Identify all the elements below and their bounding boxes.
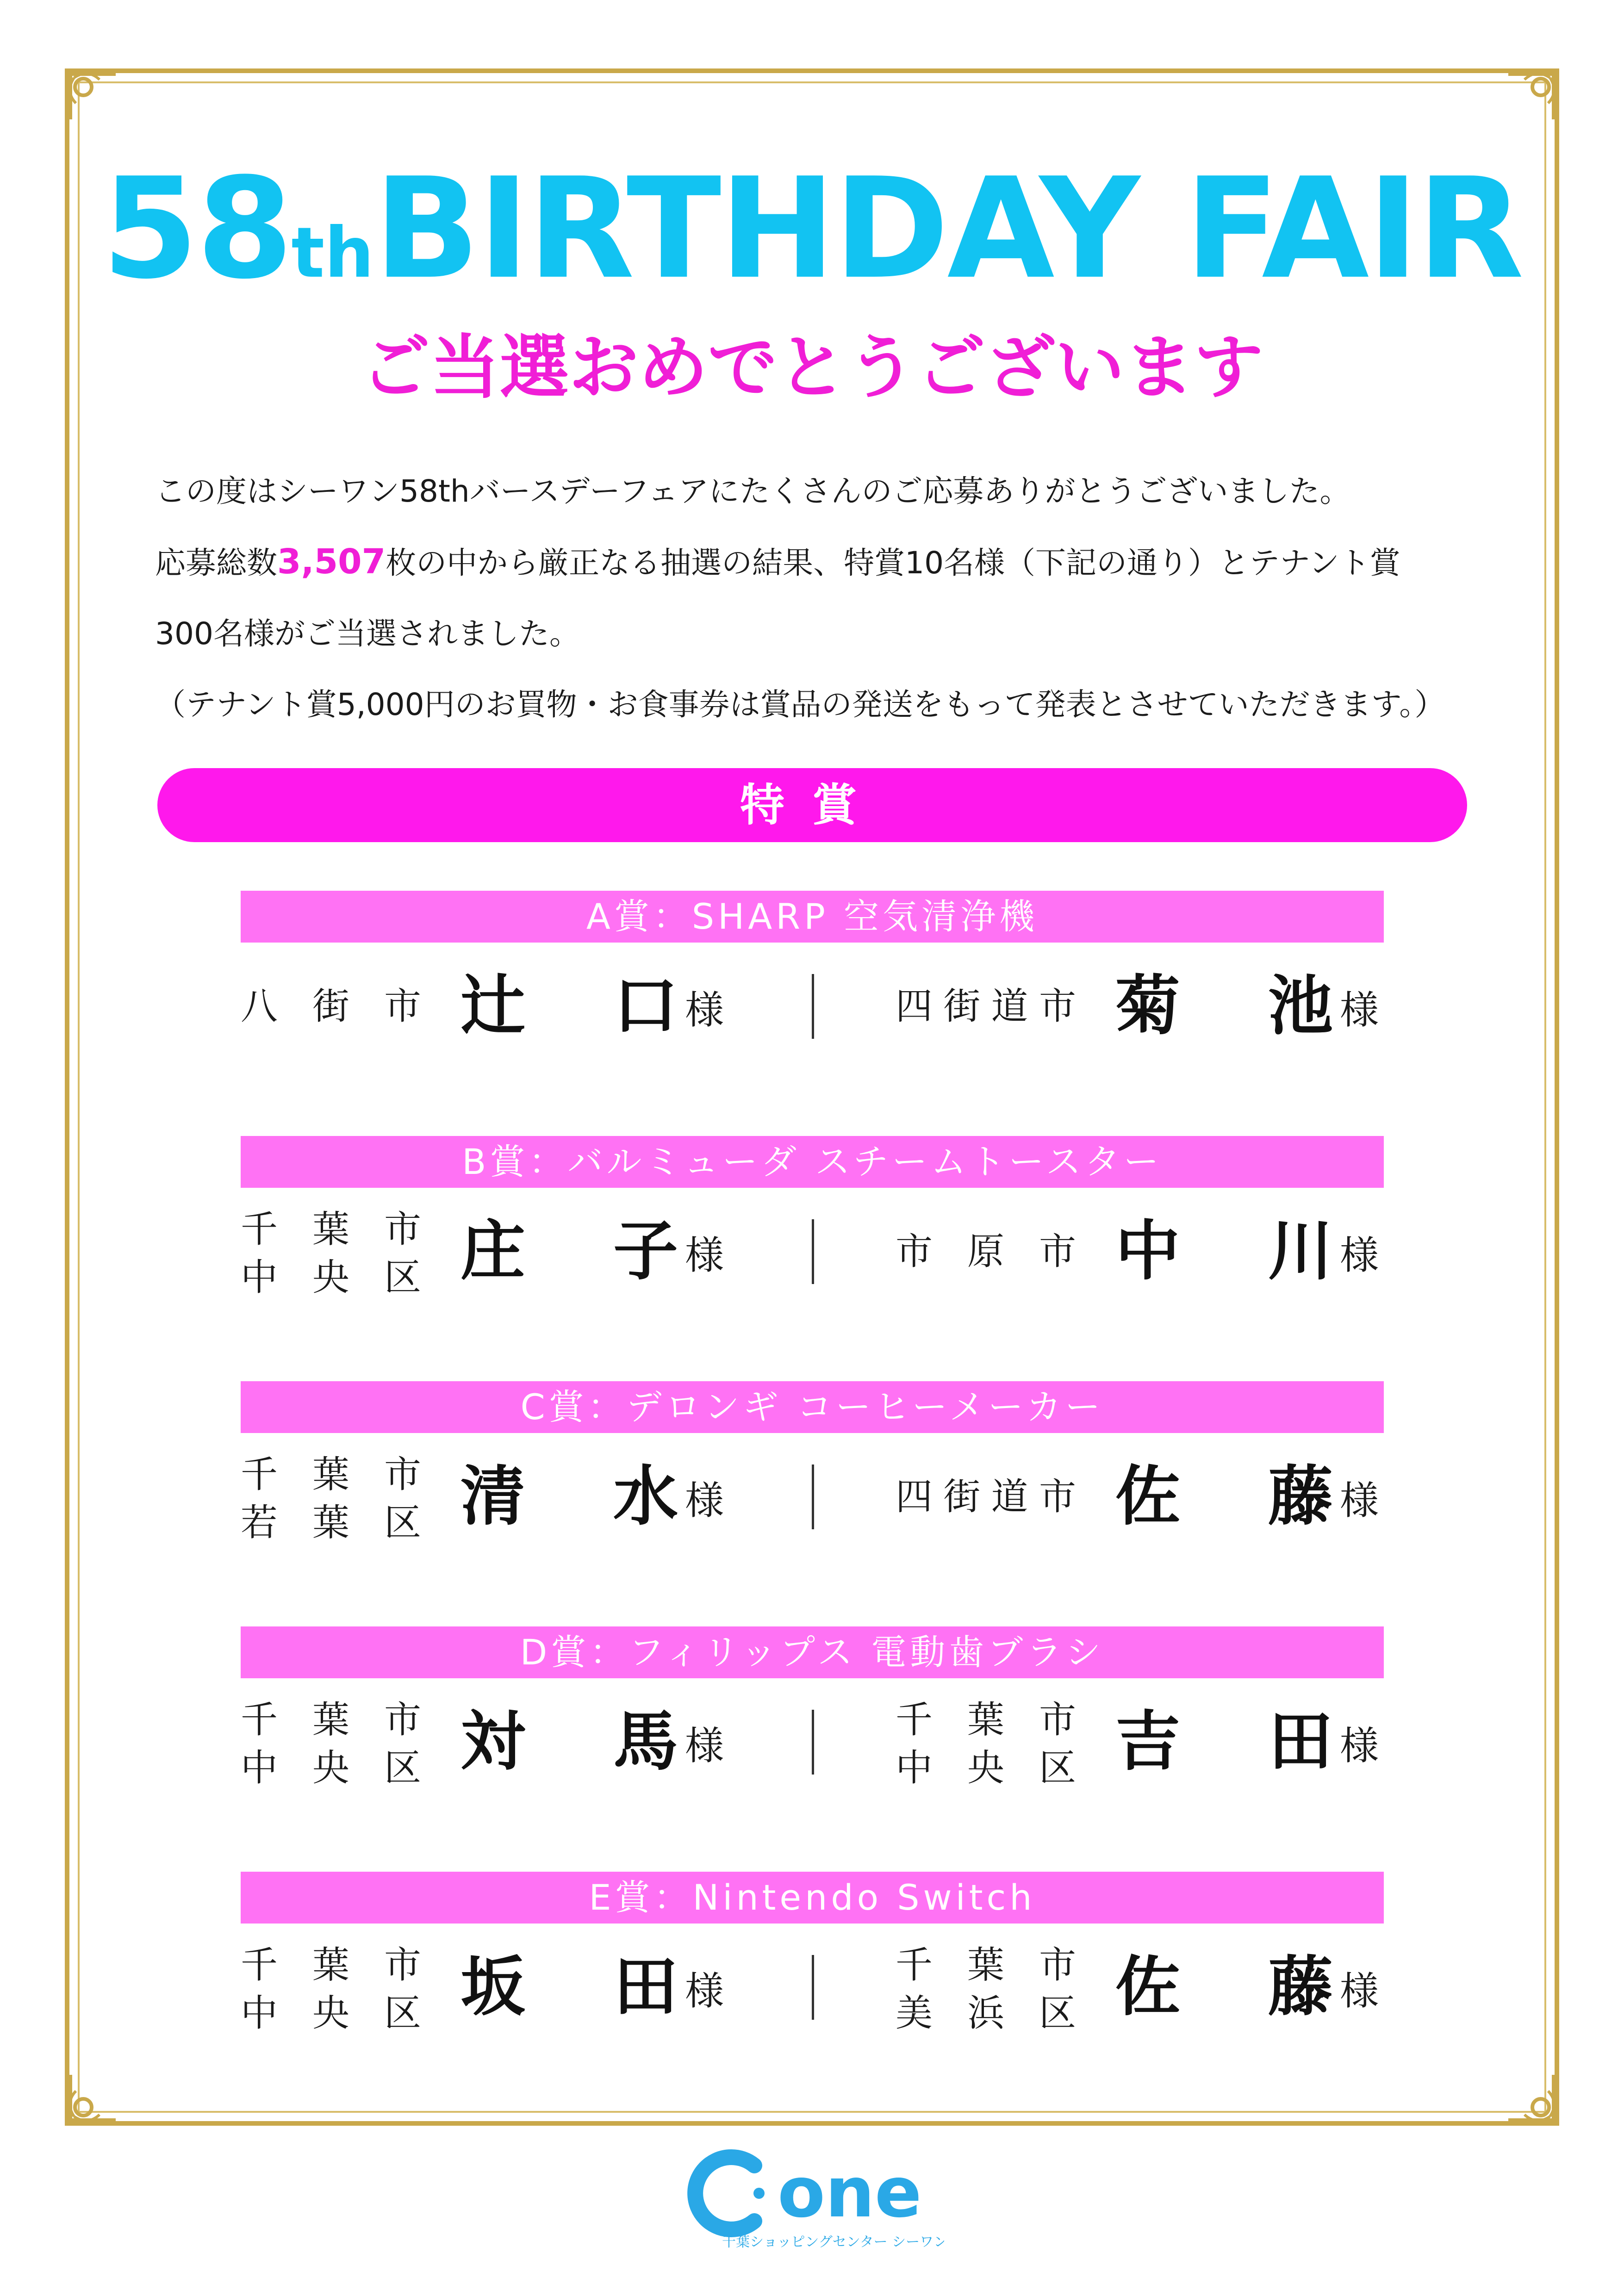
winner-divider	[812, 1710, 814, 1775]
winner-ward-name: 美浜区	[896, 1992, 1076, 2035]
honorific-sama: 様	[685, 1723, 724, 1769]
intro-text: 応募総数	[155, 545, 277, 581]
winner-city	[896, 1941, 1076, 2037]
intro-line: この度はシーワン58thバースデーフェアにたくさんのご応募ありがとうございました。	[155, 473, 1350, 509]
winner-city-name: 四街道市	[896, 985, 1076, 1028]
intro-line: 300名様がご当選されました。	[155, 616, 580, 652]
winner-city	[241, 1451, 421, 1547]
page-title	[0, 148, 1624, 329]
prize-heading: E賞：Nintendo Switch	[241, 1872, 1384, 1924]
congratulations-heading: ご当選おめでとうございます	[361, 328, 1263, 408]
winner-city	[896, 985, 1076, 1028]
winner-surname: 清水	[460, 1459, 678, 1534]
winner-row	[0, 1696, 1624, 1788]
honorific-sama: 様	[1340, 1478, 1379, 1523]
honorific-sama: 様	[1340, 1723, 1379, 1769]
winner-city-name: 千葉市	[241, 1943, 421, 1986]
winner-city	[896, 1696, 1076, 1792]
intro-line	[155, 527, 1497, 598]
winner-city	[241, 985, 421, 1028]
prize-heading: D賞：フィリップス 電動歯ブラシ	[241, 1626, 1384, 1678]
winner-city	[896, 1230, 1076, 1273]
prize-heading: C賞：デロンギ コーヒーメーカー	[241, 1381, 1384, 1433]
winner-ward-name: 中央区	[241, 1256, 421, 1299]
svg-text:one: one	[778, 2153, 922, 2233]
winner-surname: 佐藤	[1115, 1459, 1333, 1534]
title-suffix: th	[291, 213, 374, 293]
honorific-sama: 様	[685, 987, 724, 1033]
winner-city-name: 四街道市	[896, 1475, 1076, 1518]
winner-divider	[812, 1219, 814, 1284]
winner-surname: 坂田	[460, 1949, 678, 2025]
winner-surname: 庄子	[460, 1214, 678, 1289]
winner-row	[0, 1205, 1624, 1298]
winner-divider	[812, 1955, 814, 2020]
special-prize-banner: 特賞	[157, 768, 1467, 842]
c-one-logo	[685, 2147, 944, 2253]
winner-surname: 辻口	[460, 968, 678, 1044]
winner-row	[0, 1941, 1624, 2034]
winner-row	[0, 1451, 1624, 1543]
winner-city	[241, 1696, 421, 1792]
winner-surname: 対馬	[460, 1704, 678, 1780]
winner-ward-name: 若葉区	[241, 1501, 421, 1544]
frame-corner-ornament-icon	[56, 59, 125, 129]
winner-divider	[812, 1464, 814, 1529]
winner-ward-name: 中央区	[896, 1746, 1076, 1789]
winner-surname: 中川	[1115, 1214, 1333, 1289]
intro-text: 枚の中から厳正なる抽選の結果、特賞10名様（下記の通り）とテナント賞	[386, 545, 1400, 581]
winner-surname: 菊池	[1115, 968, 1333, 1044]
winner-city-name: 市原市	[896, 1230, 1076, 1273]
honorific-sama: 様	[685, 1968, 724, 2014]
frame-corner-ornament-icon	[1499, 59, 1568, 129]
frame-corner-ornament-icon	[1499, 2066, 1568, 2135]
prize-heading: A賞：SHARP 空気清浄機	[241, 891, 1384, 943]
entry-count: 3,507	[277, 542, 386, 582]
honorific-sama: 様	[1340, 1968, 1379, 2014]
winner-divider	[812, 974, 814, 1039]
frame-corner-ornament-icon	[56, 2066, 125, 2135]
winner-city-name: 千葉市	[241, 1698, 421, 1741]
winner-surname: 佐藤	[1115, 1949, 1333, 2025]
honorific-sama: 様	[685, 1478, 724, 1523]
winner-city-name: 千葉市	[896, 1943, 1076, 1986]
winner-surname: 吉田	[1115, 1704, 1333, 1780]
winner-city-name: 千葉市	[241, 1453, 421, 1496]
title-number: 58	[102, 148, 292, 310]
svg-text:千葉ショッピングセンター シーワン: 千葉ショッピングセンター シーワン	[722, 2234, 944, 2250]
winner-city	[241, 1205, 421, 1302]
prize-heading: B賞：バルミューダ スチームトースター	[241, 1136, 1384, 1188]
honorific-sama: 様	[685, 1233, 724, 1278]
winner-city-name: 千葉市	[241, 1208, 421, 1251]
winner-city	[241, 1941, 421, 2037]
winner-city	[896, 1475, 1076, 1518]
winner-city-name: 八街市	[241, 985, 421, 1028]
title-text: BIRTHDAY FAIR	[373, 148, 1522, 310]
intro-line: （テナント賞5,000円のお買物・お食事券は賞品の発送をもって発表とさせていただきます。）	[155, 687, 1445, 722]
winner-row	[0, 960, 1624, 1053]
honorific-sama: 様	[1340, 1233, 1379, 1278]
intro-paragraph	[155, 456, 1497, 740]
winner-ward-name: 中央区	[241, 1992, 421, 2035]
honorific-sama: 様	[1340, 987, 1379, 1033]
winner-ward-name: 中央区	[241, 1746, 421, 1789]
winner-city-name: 千葉市	[896, 1698, 1076, 1741]
